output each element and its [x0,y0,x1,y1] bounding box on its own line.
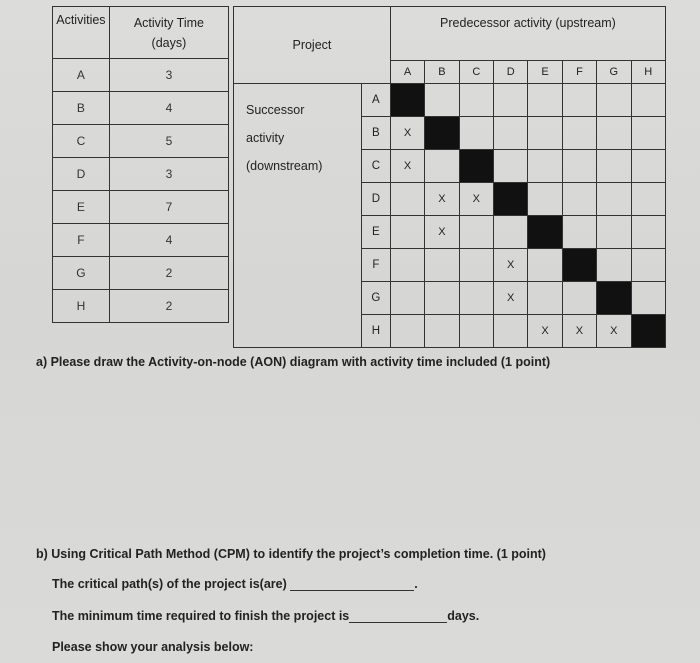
matrix-cell [562,84,596,117]
diagonal-cell [528,216,562,249]
matrix-cell [562,216,596,249]
successor-row-header: C [361,150,390,183]
time-cell: 2 [109,257,228,290]
successor-row-header: F [361,249,390,282]
diagonal-cell [562,249,596,282]
matrix-cell [597,183,631,216]
matrix-cell [459,315,493,348]
predecessor-column-header: A [390,61,424,84]
time-cell: 4 [109,224,228,257]
matrix-cell [562,150,596,183]
matrix-cell [597,216,631,249]
successor-row-header: H [361,315,390,348]
matrix-cell [494,150,528,183]
matrix-cell [459,117,493,150]
activity-row [53,290,229,323]
matrix-cell [390,216,424,249]
minimum-time-blank[interactable] [349,622,447,623]
successor-row-header: E [361,216,390,249]
predecessor-column-header: H [631,61,666,84]
critical-path-blank[interactable] [290,590,414,591]
time-cell: 5 [109,125,228,158]
analysis-prompt: Please show your analysis below: [52,640,254,654]
question-a: a) Please draw the Activity-on-node (AON) diagram with activity time included (1 point) [36,355,551,369]
predecessor-column-header: B [425,61,459,84]
matrix-cell [390,282,424,315]
matrix-cell: X [562,315,596,348]
matrix-cell [494,117,528,150]
successor-label-line: Successor [246,103,305,117]
activity-cell: A [53,59,110,92]
time-cell: 7 [109,191,228,224]
minimum-time-line [52,609,479,623]
successor-label-line: activity [246,131,285,145]
activity-row [53,224,229,257]
matrix-cell [425,282,459,315]
critical-path-end: . [414,577,418,591]
matrix-cell [425,249,459,282]
time-cell: 2 [109,290,228,323]
matrix-cell [562,282,596,315]
matrix-cell [528,249,562,282]
matrix-cell: X [459,183,493,216]
activity-cell: D [53,158,110,191]
matrix-cell [494,216,528,249]
matrix-cell [425,315,459,348]
matrix-cell: X [494,282,528,315]
activity-row [53,125,229,158]
diagonal-cell [631,315,666,348]
predecessor-column-header: G [597,61,631,84]
predecessor-column-header: D [494,61,528,84]
matrix-cell [597,150,631,183]
activity-row [53,59,229,92]
matrix-cell [528,150,562,183]
minimum-time-end: days. [447,609,480,623]
activity-row [53,158,229,191]
activities-header: Activities [53,7,110,59]
matrix-cell [597,249,631,282]
matrix-cell [528,117,562,150]
activity-row [53,191,229,224]
diagonal-cell [597,282,631,315]
project-label: Project [234,7,391,84]
matrix-cell [390,315,424,348]
matrix-cell [562,183,596,216]
matrix-cell: X [597,315,631,348]
diagonal-cell [390,84,424,117]
successor-label-line: (downstream) [246,159,323,173]
activity-row [53,92,229,125]
time-cell: 4 [109,92,228,125]
matrix-cell [528,84,562,117]
activity-cell: E [53,191,110,224]
activity-cell: G [53,257,110,290]
question-b: b) Using Critical Path Method (CPM) to identify the project’s completion time. (1 point) [36,547,546,561]
matrix-cell [459,84,493,117]
matrix-cell: X [528,315,562,348]
matrix-cell: X [425,216,459,249]
activity-time-table [52,6,229,323]
precedence-matrix [233,6,666,348]
activity-time-header: Activity Time (days) [109,7,228,59]
matrix-cell [425,84,459,117]
matrix-cell [597,84,631,117]
matrix-cell [459,216,493,249]
matrix-cell [528,282,562,315]
predecessor-column-header: C [459,61,493,84]
matrix-cell: X [390,117,424,150]
matrix-cell [494,315,528,348]
matrix-cell [459,282,493,315]
matrix-row [234,84,666,117]
successor-label [234,84,362,348]
matrix-cell [459,249,493,282]
successor-row-header: A [361,84,390,117]
matrix-cell [425,150,459,183]
time-cell: 3 [109,59,228,92]
matrix-cell [597,117,631,150]
predecessor-column-header: E [528,61,562,84]
activity-cell: F [53,224,110,257]
matrix-cell: X [494,249,528,282]
predecessor-column-header: F [562,61,596,84]
critical-path-line [52,577,418,591]
matrix-cell [494,84,528,117]
activity-cell: B [53,92,110,125]
activity-cell: C [53,125,110,158]
matrix-cell [631,117,666,150]
successor-row-header: D [361,183,390,216]
minimum-time-prompt: The minimum time required to finish the project is [52,609,350,623]
critical-path-prompt: The critical path(s) of the project is(are) [52,577,287,591]
matrix-cell [390,183,424,216]
matrix-cell [631,249,666,282]
matrix-cell [631,150,666,183]
matrix-cell [562,117,596,150]
matrix-cell [631,216,666,249]
matrix-cell [528,183,562,216]
activity-cell: H [53,290,110,323]
predecessor-title: Predecessor activity (upstream) [390,7,665,61]
matrix-cell [631,183,666,216]
successor-row-header: G [361,282,390,315]
matrix-cell [631,282,666,315]
matrix-cell [631,84,666,117]
diagonal-cell [494,183,528,216]
matrix-cell: X [425,183,459,216]
diagonal-cell [459,150,493,183]
matrix-cell [390,249,424,282]
diagonal-cell [425,117,459,150]
activity-row [53,257,229,290]
matrix-cell: X [390,150,424,183]
time-cell: 3 [109,158,228,191]
successor-row-header: B [361,117,390,150]
